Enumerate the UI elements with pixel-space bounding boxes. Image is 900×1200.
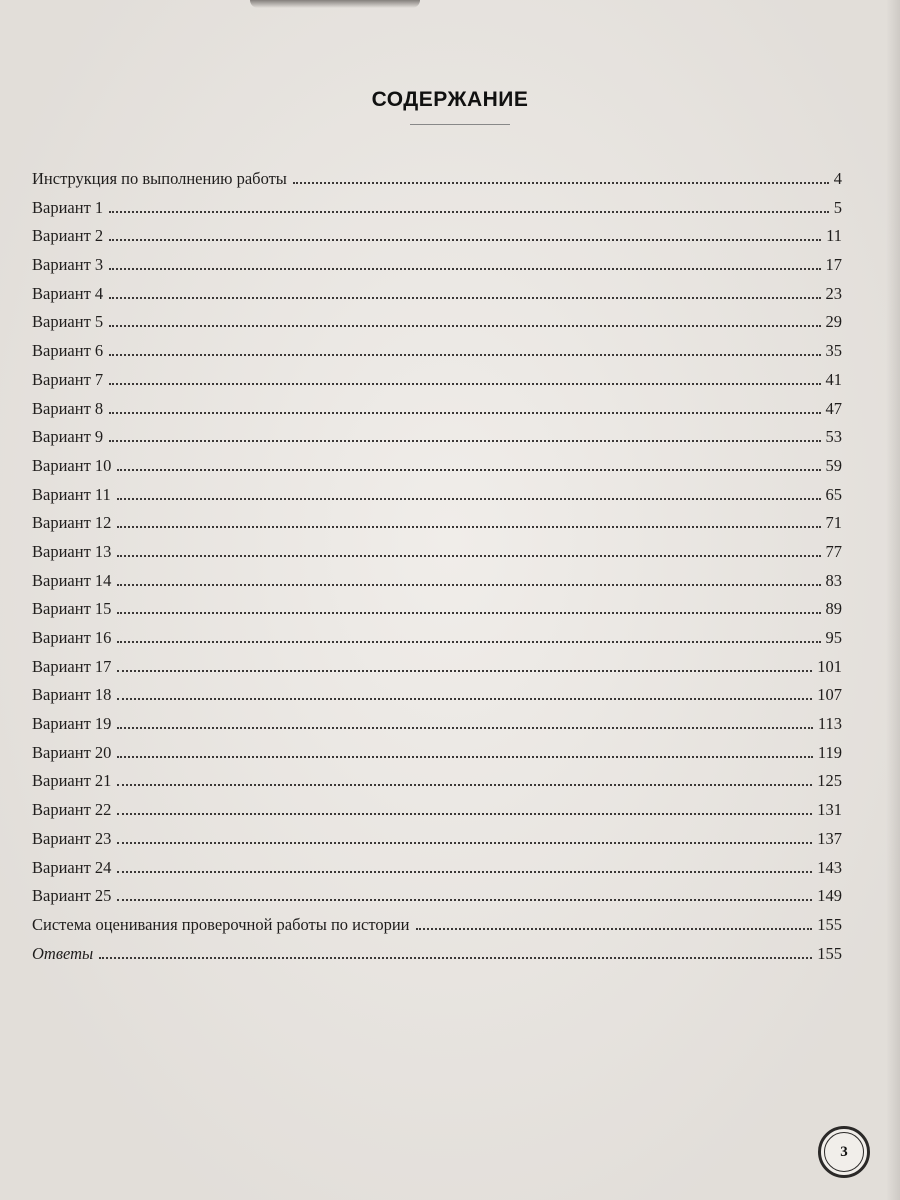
toc-entry-page: 65 <box>825 484 842 504</box>
toc-entry-label: Вариант 9 <box>32 427 104 447</box>
toc-entry-page: 83 <box>825 570 842 590</box>
toc-entry-label: Вариант 7 <box>32 369 104 389</box>
toc-entry-page: 125 <box>817 771 842 791</box>
toc-entry-page: 11 <box>826 226 842 246</box>
toc-row <box>32 796 842 825</box>
toc-entry-label: Вариант 18 <box>32 685 112 705</box>
toc-dot-leader <box>117 498 821 500</box>
toc-dot-leader <box>117 612 820 614</box>
toc-entry-label: Вариант 4 <box>32 283 104 303</box>
toc-entry-label: Вариант 13 <box>32 541 112 561</box>
toc-entry-page: 113 <box>817 714 842 734</box>
toc-dot-leader <box>117 584 820 586</box>
toc-entry-page: 119 <box>817 742 842 762</box>
toc-row <box>32 595 842 624</box>
toc-entry-label: Вариант 16 <box>32 628 112 647</box>
toc-dot-leader <box>117 842 812 844</box>
toc-row <box>32 280 842 309</box>
toc-entry-page: 23 <box>825 283 842 303</box>
toc-dot-leader <box>117 469 820 471</box>
toc-entry-label: Вариант 10 <box>32 455 112 475</box>
toc-row <box>32 624 842 653</box>
toc-dot-leader <box>117 526 820 528</box>
toc-row <box>32 825 842 854</box>
toc-dot-leader <box>117 813 812 815</box>
toc-entry-label: Инструкция по выполнению работы <box>32 169 287 188</box>
toc-entry-page: 149 <box>817 886 842 906</box>
toc-entry-label: Вариант 15 <box>32 599 112 619</box>
toc-entry-page: 41 <box>825 369 842 389</box>
toc-dot-leader <box>117 871 812 873</box>
toc-row <box>32 767 842 796</box>
page-edge-shadow <box>886 0 900 1200</box>
toc-row <box>32 222 842 251</box>
toc-entry-page: 155 <box>817 943 842 963</box>
toc-entry-page: 5 <box>833 197 842 217</box>
toc-entry-label: Вариант 25 <box>32 886 112 906</box>
table-of-contents <box>32 165 842 968</box>
toc-entry-page: 29 <box>825 312 842 332</box>
page-top-shadow <box>250 0 420 8</box>
toc-dot-leader <box>109 383 820 385</box>
toc-entry-page: 59 <box>825 455 842 475</box>
toc-row <box>32 567 842 596</box>
toc-row <box>32 165 842 194</box>
toc-dot-leader <box>293 182 829 184</box>
toc-entry-page: 53 <box>825 427 842 447</box>
toc-entry-label: Вариант 22 <box>32 800 112 820</box>
toc-row <box>32 940 842 969</box>
toc-entry-page: 143 <box>817 857 842 877</box>
toc-row <box>32 710 842 739</box>
page-title: СОДЕРЖАНИЕ <box>371 88 529 111</box>
toc-entry-label: Вариант 11 <box>32 484 111 504</box>
page-number: 3 <box>840 1143 848 1160</box>
toc-entry-page: 35 <box>825 341 842 361</box>
toc-row <box>32 481 842 510</box>
toc-entry-label: Вариант 1 <box>32 197 104 217</box>
toc-entry-page: 155 <box>817 914 842 934</box>
toc-row <box>32 911 842 940</box>
toc-dot-leader <box>109 297 820 299</box>
toc-entry-label: Вариант 8 <box>32 398 104 418</box>
toc-row <box>32 739 842 768</box>
toc-row <box>32 509 842 538</box>
toc-row <box>32 681 842 710</box>
toc-dot-leader <box>117 756 812 758</box>
toc-entry-label: Вариант 21 <box>32 771 112 791</box>
toc-row <box>32 308 842 337</box>
toc-entry-page: 101 <box>817 656 842 676</box>
toc-row <box>32 882 842 911</box>
toc-entry-page: 71 <box>825 513 842 533</box>
toc-entry-page: 107 <box>817 685 842 705</box>
toc-dot-leader <box>117 727 812 729</box>
toc-row <box>32 854 842 883</box>
toc-entry-label: Вариант 19 <box>32 714 112 734</box>
toc-entry-page: 137 <box>817 828 842 848</box>
toc-dot-leader <box>109 412 820 414</box>
toc-row <box>32 194 842 223</box>
toc-row <box>32 538 842 567</box>
toc-entry-label: Вариант 20 <box>32 742 112 762</box>
toc-entry-page: 47 <box>825 398 842 418</box>
toc-dot-leader <box>109 239 821 241</box>
toc-row <box>32 251 842 280</box>
toc-entry-label: Вариант 6 <box>32 341 104 361</box>
toc-entry-page: 95 <box>825 628 842 647</box>
toc-dot-leader <box>416 928 813 930</box>
toc-dot-leader <box>117 641 820 643</box>
toc-entry-label: Вариант 12 <box>32 513 112 533</box>
toc-entry-page: 131 <box>817 800 842 820</box>
toc-dot-leader <box>99 957 812 959</box>
toc-row <box>32 452 842 481</box>
toc-row <box>32 337 842 366</box>
toc-dot-leader <box>109 268 820 270</box>
toc-row <box>32 653 842 682</box>
toc-row <box>32 423 842 452</box>
toc-entry-label: Ответы <box>32 943 94 963</box>
toc-entry-label: Вариант 3 <box>32 255 104 275</box>
toc-entry-page: 4 <box>833 169 842 188</box>
toc-entry-label: Вариант 14 <box>32 570 112 590</box>
toc-entry-label: Вариант 17 <box>32 656 112 676</box>
page-number-badge <box>818 1126 870 1178</box>
toc-dot-leader <box>117 899 812 901</box>
toc-entry-label: Система оценивания проверочной работы по истории <box>32 914 410 934</box>
toc-dot-leader <box>109 354 820 356</box>
toc-dot-leader <box>117 555 820 557</box>
toc-dot-leader <box>109 211 829 213</box>
toc-entry-label: Вариант 23 <box>32 828 112 848</box>
toc-dot-leader <box>109 325 820 327</box>
toc-entry-page: 77 <box>825 541 842 561</box>
title-underline <box>410 124 510 125</box>
toc-row <box>32 395 842 424</box>
toc-dot-leader <box>117 784 812 786</box>
toc-entry-label: Вариант 2 <box>32 226 104 246</box>
toc-entry-page: 17 <box>825 255 842 275</box>
toc-dot-leader <box>117 670 812 672</box>
toc-entry-label: Вариант 5 <box>32 312 104 332</box>
toc-entry-page: 89 <box>825 599 842 619</box>
toc-dot-leader <box>117 698 812 700</box>
toc-row <box>32 366 842 395</box>
toc-dot-leader <box>109 440 820 442</box>
toc-entry-label: Вариант 24 <box>32 857 112 877</box>
